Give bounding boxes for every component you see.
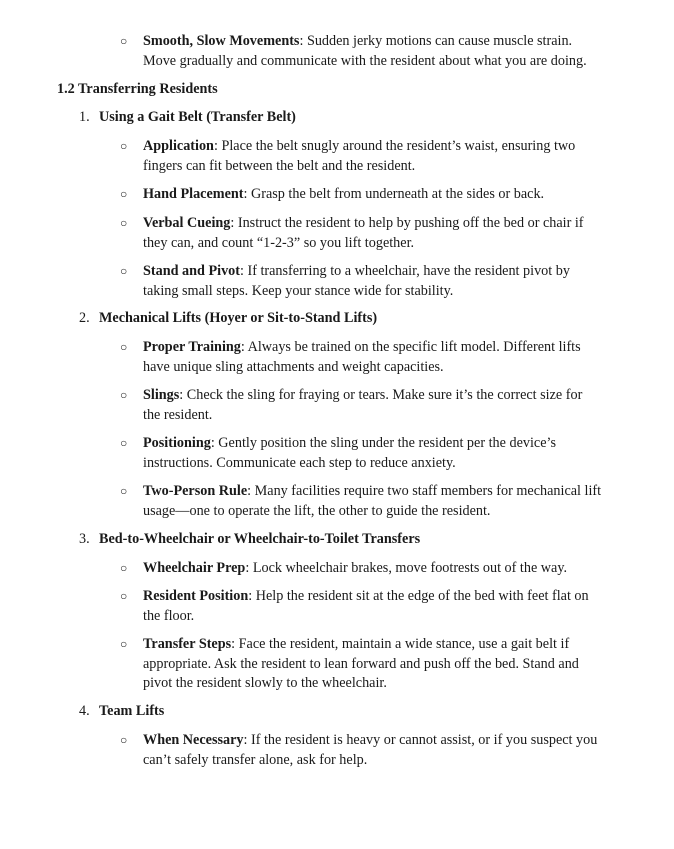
bullet-resident-position [120,587,603,626]
bullet-term: Verbal Cueing [143,215,231,231]
bullet-wheelchair-prep [120,559,603,579]
numbered-item-1 [79,108,296,128]
bullet-term: Hand Placement [143,186,244,202]
bullet-slings [120,386,603,425]
item-number: 1. [79,109,90,125]
bullet-text: : If the resident is heavy or cannot assist, or if you suspect you can’t safely transfer alone, ask for help. [143,732,598,768]
hollow-bullet-icon: ○ [120,340,128,354]
hollow-bullet-icon: ○ [120,436,128,450]
numbered-item-3 [79,530,420,550]
bullet-term: Slings [143,387,180,403]
bullet-text: : Place the belt snugly around the resident’s waist, ensuring two fingers can fit between the belt and the resident. [143,138,576,174]
hollow-bullet-icon: ○ [120,637,128,651]
hollow-bullet-icon: ○ [120,388,128,402]
hollow-bullet-icon: ○ [120,216,128,230]
bullet-text: : Face the resident, maintain a wide stance, use a gait belt if appropriate. Ask the resident to lean forward and push off the bed. Stand and pivot the resident slowly to the wheelchair. [143,636,579,692]
bullet-positioning [120,434,603,473]
bullet-term: Positioning [143,435,211,451]
item-number: 2. [79,310,90,326]
bullet-text: : Instruct the resident to help by pushing off the bed or chair if they can, and count “1-2-3” so you lift together. [143,215,584,251]
numbered-item-4 [79,702,164,722]
item-title: Using a Gait Belt (Transfer Belt) [99,109,296,125]
bullet-two-person-rule [120,482,603,521]
bullet-text: : Check the sling for fraying or tears. Make sure it’s the correct size for the resident. [143,387,583,423]
hollow-bullet-icon: ○ [120,561,128,575]
bullet-term: Two-Person Rule [143,483,248,499]
numbered-item-2 [79,309,377,329]
item-number: 4. [79,703,90,719]
bullet-text: : Help the resident sit at the edge of the bed with feet flat on the floor. [143,588,589,624]
item-title: Bed-to-Wheelchair or Wheelchair-to-Toilet Transfers [99,531,421,547]
bullet-verbal-cueing [120,214,603,253]
section-heading: 1.2 Transferring Residents [57,81,218,97]
bullet-text: : Sudden jerky motions can cause muscle strain. Move gradually and communicate with the resident about what you are doing. [143,33,587,69]
bullet-smooth-movements [120,32,603,71]
item-title: Mechanical Lifts (Hoyer or Sit-to-Stand Lifts) [99,310,378,326]
bullet-text: : Gently position the sling under the resident per the device’s instructions. Communicate each step to reduce anxiety. [143,435,556,471]
hollow-bullet-icon: ○ [120,34,128,48]
bullet-term: Smooth, Slow Movements [143,33,300,49]
bullet-hand-placement [120,185,603,205]
bullet-term: When Necessary [143,732,244,748]
item-title: Team Lifts [99,703,165,719]
bullet-term: Stand and Pivot [143,263,240,279]
hollow-bullet-icon: ○ [120,484,128,498]
hollow-bullet-icon: ○ [120,733,128,747]
bullet-text: : Grasp the belt from underneath at the sides or back. [243,186,545,202]
bullet-term: Resident Position [143,588,249,604]
bullet-text: : Always be trained on the specific lift model. Different lifts have unique sling attachments and weight capacities. [143,339,581,375]
hollow-bullet-icon: ○ [120,139,128,153]
bullet-proper-training [120,338,603,377]
item-number: 3. [79,531,90,547]
hollow-bullet-icon: ○ [120,187,128,201]
hollow-bullet-icon: ○ [120,264,128,278]
bullet-term: Application [143,138,214,154]
bullet-text: : Lock wheelchair brakes, move footrests out of the way. [245,560,568,576]
bullet-transfer-steps [120,635,603,694]
bullet-term: Wheelchair Prep [143,560,246,576]
bullet-when-necessary [120,731,603,770]
bullet-stand-pivot [120,262,603,301]
bullet-text: : Many facilities require two staff members for mechanical lift usage—one to operate the lift, the other to guide the resident. [143,483,602,519]
bullet-term: Transfer Steps [143,636,232,652]
hollow-bullet-icon: ○ [120,589,128,603]
bullet-application [120,137,603,176]
bullet-term: Proper Training [143,339,241,355]
bullet-text: : If transferring to a wheelchair, have the resident pivot by taking small steps. Keep your stance wide for stability. [143,263,570,299]
